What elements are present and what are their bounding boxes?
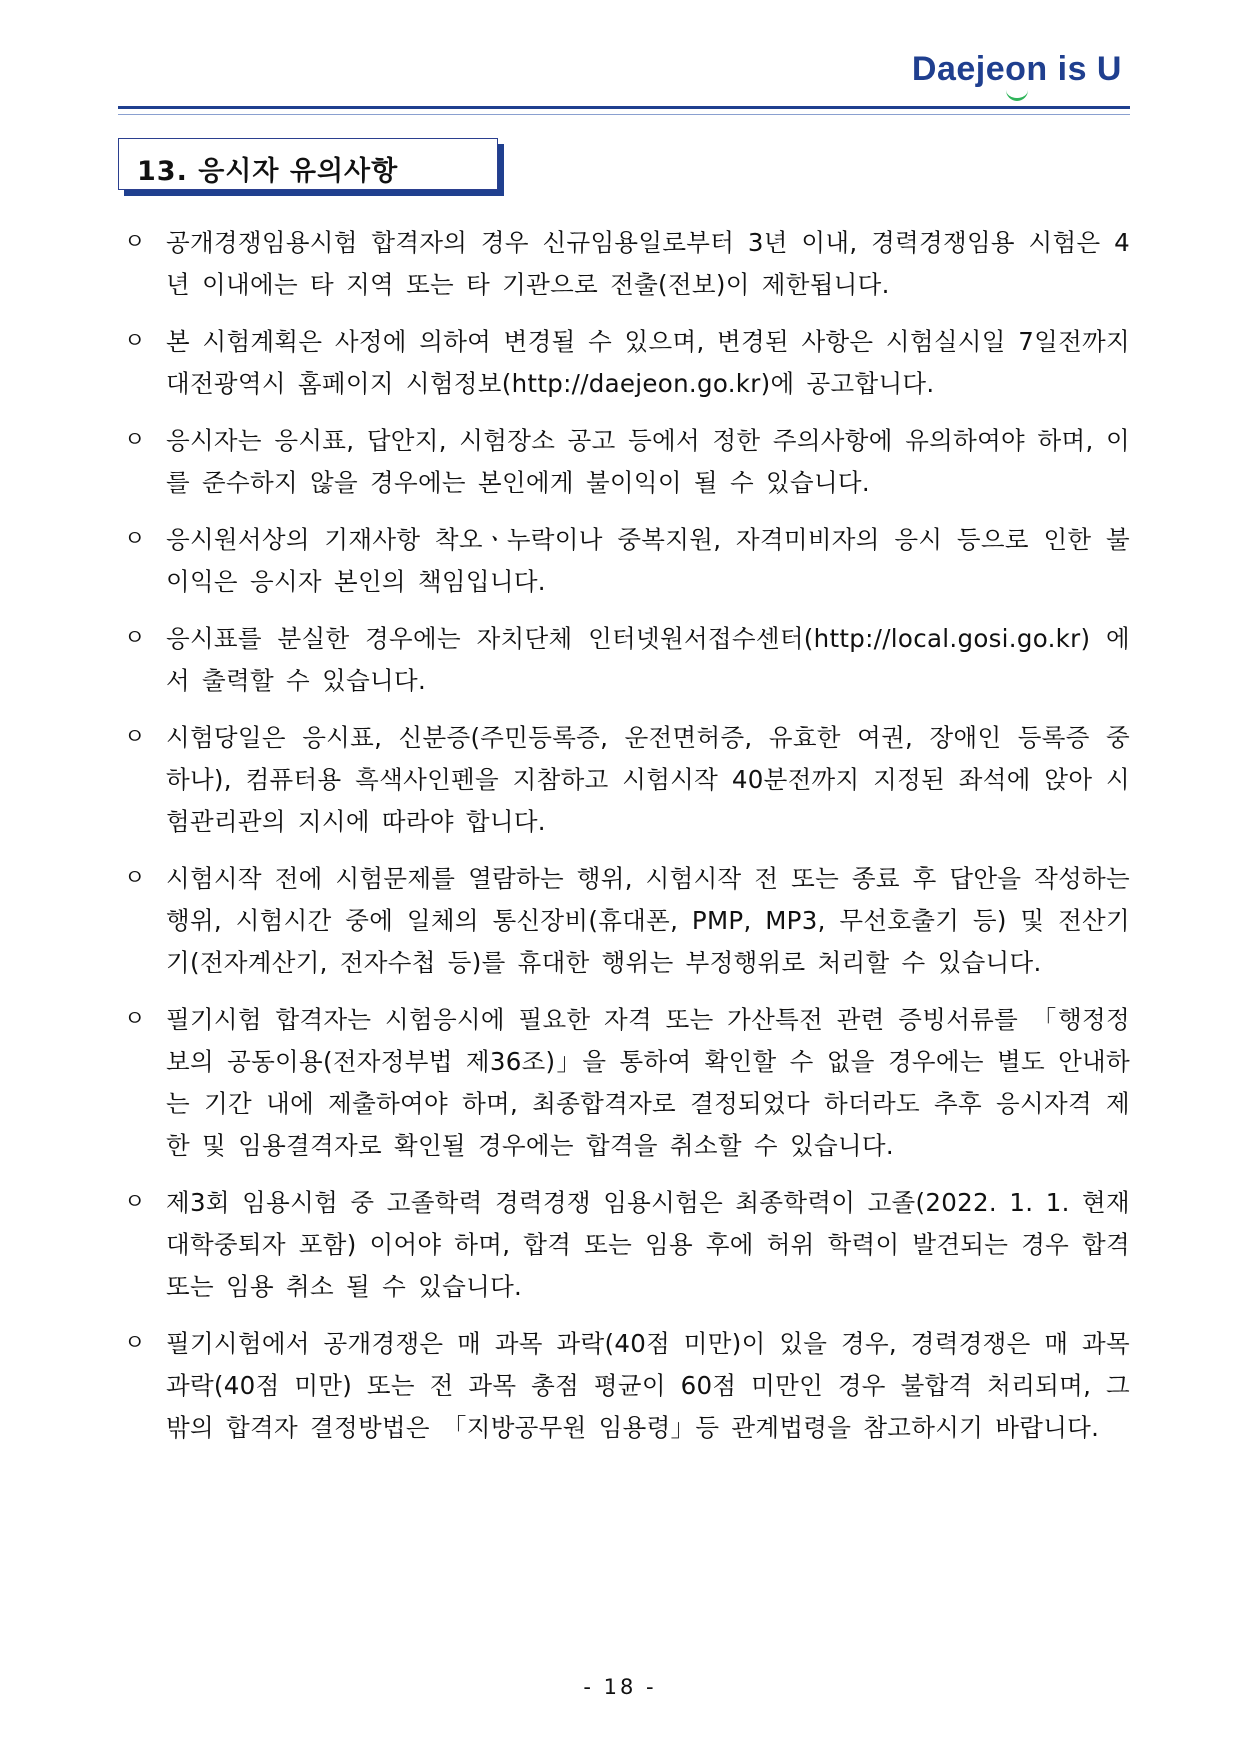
bullet-icon: ㅇ <box>124 866 146 891</box>
notice-item <box>118 321 1130 405</box>
notice-item <box>118 519 1130 603</box>
notice-text: 응시자는 응시표, 답안지, 시험장소 공고 등에서 정한 주의사항에 유의하여야 하며, 이를 준수하지 않을 경우에는 본인에게 불이익이 될 수 있습니다. <box>166 426 1130 497</box>
header-rule-thin <box>118 114 1130 115</box>
bullet-icon: ㅇ <box>124 1190 146 1215</box>
notice-text: 시험당일은 응시표, 신분증(주민등록증, 운전면허증, 유효한 여권, 장애인 등록증 중 하나), 컴퓨터용 흑색사인펜을 지참하고 시험시작 40분전까지 지정된 좌석에 앉아 시험관리관의 지시에 따라야 합니다. <box>166 723 1130 836</box>
notice-list <box>118 222 1130 1464</box>
daejeon-logo <box>912 50 1122 89</box>
notice-text: 제3회 임용시험 중 고졸학력 경력경쟁 임용시험은 최종학력이 고졸(2022. 1. 1. 현재 대학중퇴자 포함) 이어야 하며, 합격 또는 임용 후에 허위 학력이 발견되는 경우 합격 또는 임용 취소 될 수 있습니다. <box>166 1188 1130 1301</box>
bullet-icon: ㅇ <box>124 527 146 552</box>
page-number: - 18 - <box>583 1675 657 1699</box>
bullet-icon: ㅇ <box>124 626 146 651</box>
notice-item <box>118 717 1130 843</box>
section-heading-box <box>118 138 498 190</box>
notice-text: 필기시험에서 공개경쟁은 매 과목 과락(40점 미만)이 있을 경우, 경력경쟁은 매 과목 과락(40점 미만) 또는 전 과목 총점 평균이 60점 미만인 경우 불합격 처리되며, 그 밖의 합격자 결정방법은 「지방공무원 임용령」등 관계법령을 참고하시기 바랍니다. <box>166 1329 1130 1442</box>
notice-item <box>118 222 1130 306</box>
notice-item <box>118 858 1130 984</box>
notice-text: 필기시험 합격자는 시험응시에 필요한 자격 또는 가산특전 관련 증빙서류를 「행정정보의 공동이용(전자정부법 제36조)」을 통하여 확인할 수 없을 경우에는 별도 안내하는 기간 내에 제출하여야 하며, 최종합격자로 결정되었다 하더라도 추후 응시자격 제한 및 임용결격자로 확인될 경우에는 합격을 취소할 수 있습니다. <box>166 1005 1130 1160</box>
notice-text: 응시표를 분실한 경우에는 자치단체 인터넷원서접수센터(http://local.gosi.go.kr) 에서 출력할 수 있습니다. <box>166 624 1130 695</box>
logo-smile-mark <box>1006 88 1028 101</box>
bullet-icon: ㅇ <box>124 725 146 750</box>
notice-item <box>118 999 1130 1167</box>
bullet-icon: ㅇ <box>124 1331 146 1356</box>
notice-text: 본 시험계획은 사정에 의하여 변경될 수 있으며, 변경된 사항은 시험실시일 7일전까지 대전광역시 홈페이지 시험정보(http://daejeon.go.kr)에 공고합니다. <box>166 327 1130 398</box>
notice-text: 시험시작 전에 시험문제를 열람하는 행위, 시험시작 전 또는 종료 후 답안을 작성하는 행위, 시험시간 중에 일체의 통신장비(휴대폰, PMP, MP3, 무선호출기 등) 및 전산기기(전자계산기, 전자수첩 등)를 휴대한 행위는 부정행위로 처리할 수 있습니다. <box>166 864 1130 977</box>
bullet-icon: ㅇ <box>124 230 146 255</box>
header-rule <box>118 106 1130 109</box>
notice-item <box>118 1182 1130 1308</box>
notice-text: 응시원서상의 기재사항 착오ㆍ누락이나 중복지원, 자격미비자의 응시 등으로 인한 불이익은 응시자 본인의 책임입니다. <box>166 525 1130 596</box>
notice-item <box>118 420 1130 504</box>
logo-text: Daejeon is U <box>911 50 1122 88</box>
bullet-icon: ㅇ <box>124 428 146 453</box>
bullet-icon: ㅇ <box>124 329 146 354</box>
bullet-icon: ㅇ <box>124 1007 146 1032</box>
notice-text: 공개경쟁임용시험 합격자의 경우 신규임용일로부터 3년 이내, 경력경쟁임용 시험은 4년 이내에는 타 지역 또는 타 기관으로 전출(전보)이 제한됩니다. <box>166 228 1130 299</box>
section-title: 13. 응시자 유의사항 <box>137 156 399 187</box>
notice-item <box>118 1323 1130 1449</box>
notice-item <box>118 618 1130 702</box>
